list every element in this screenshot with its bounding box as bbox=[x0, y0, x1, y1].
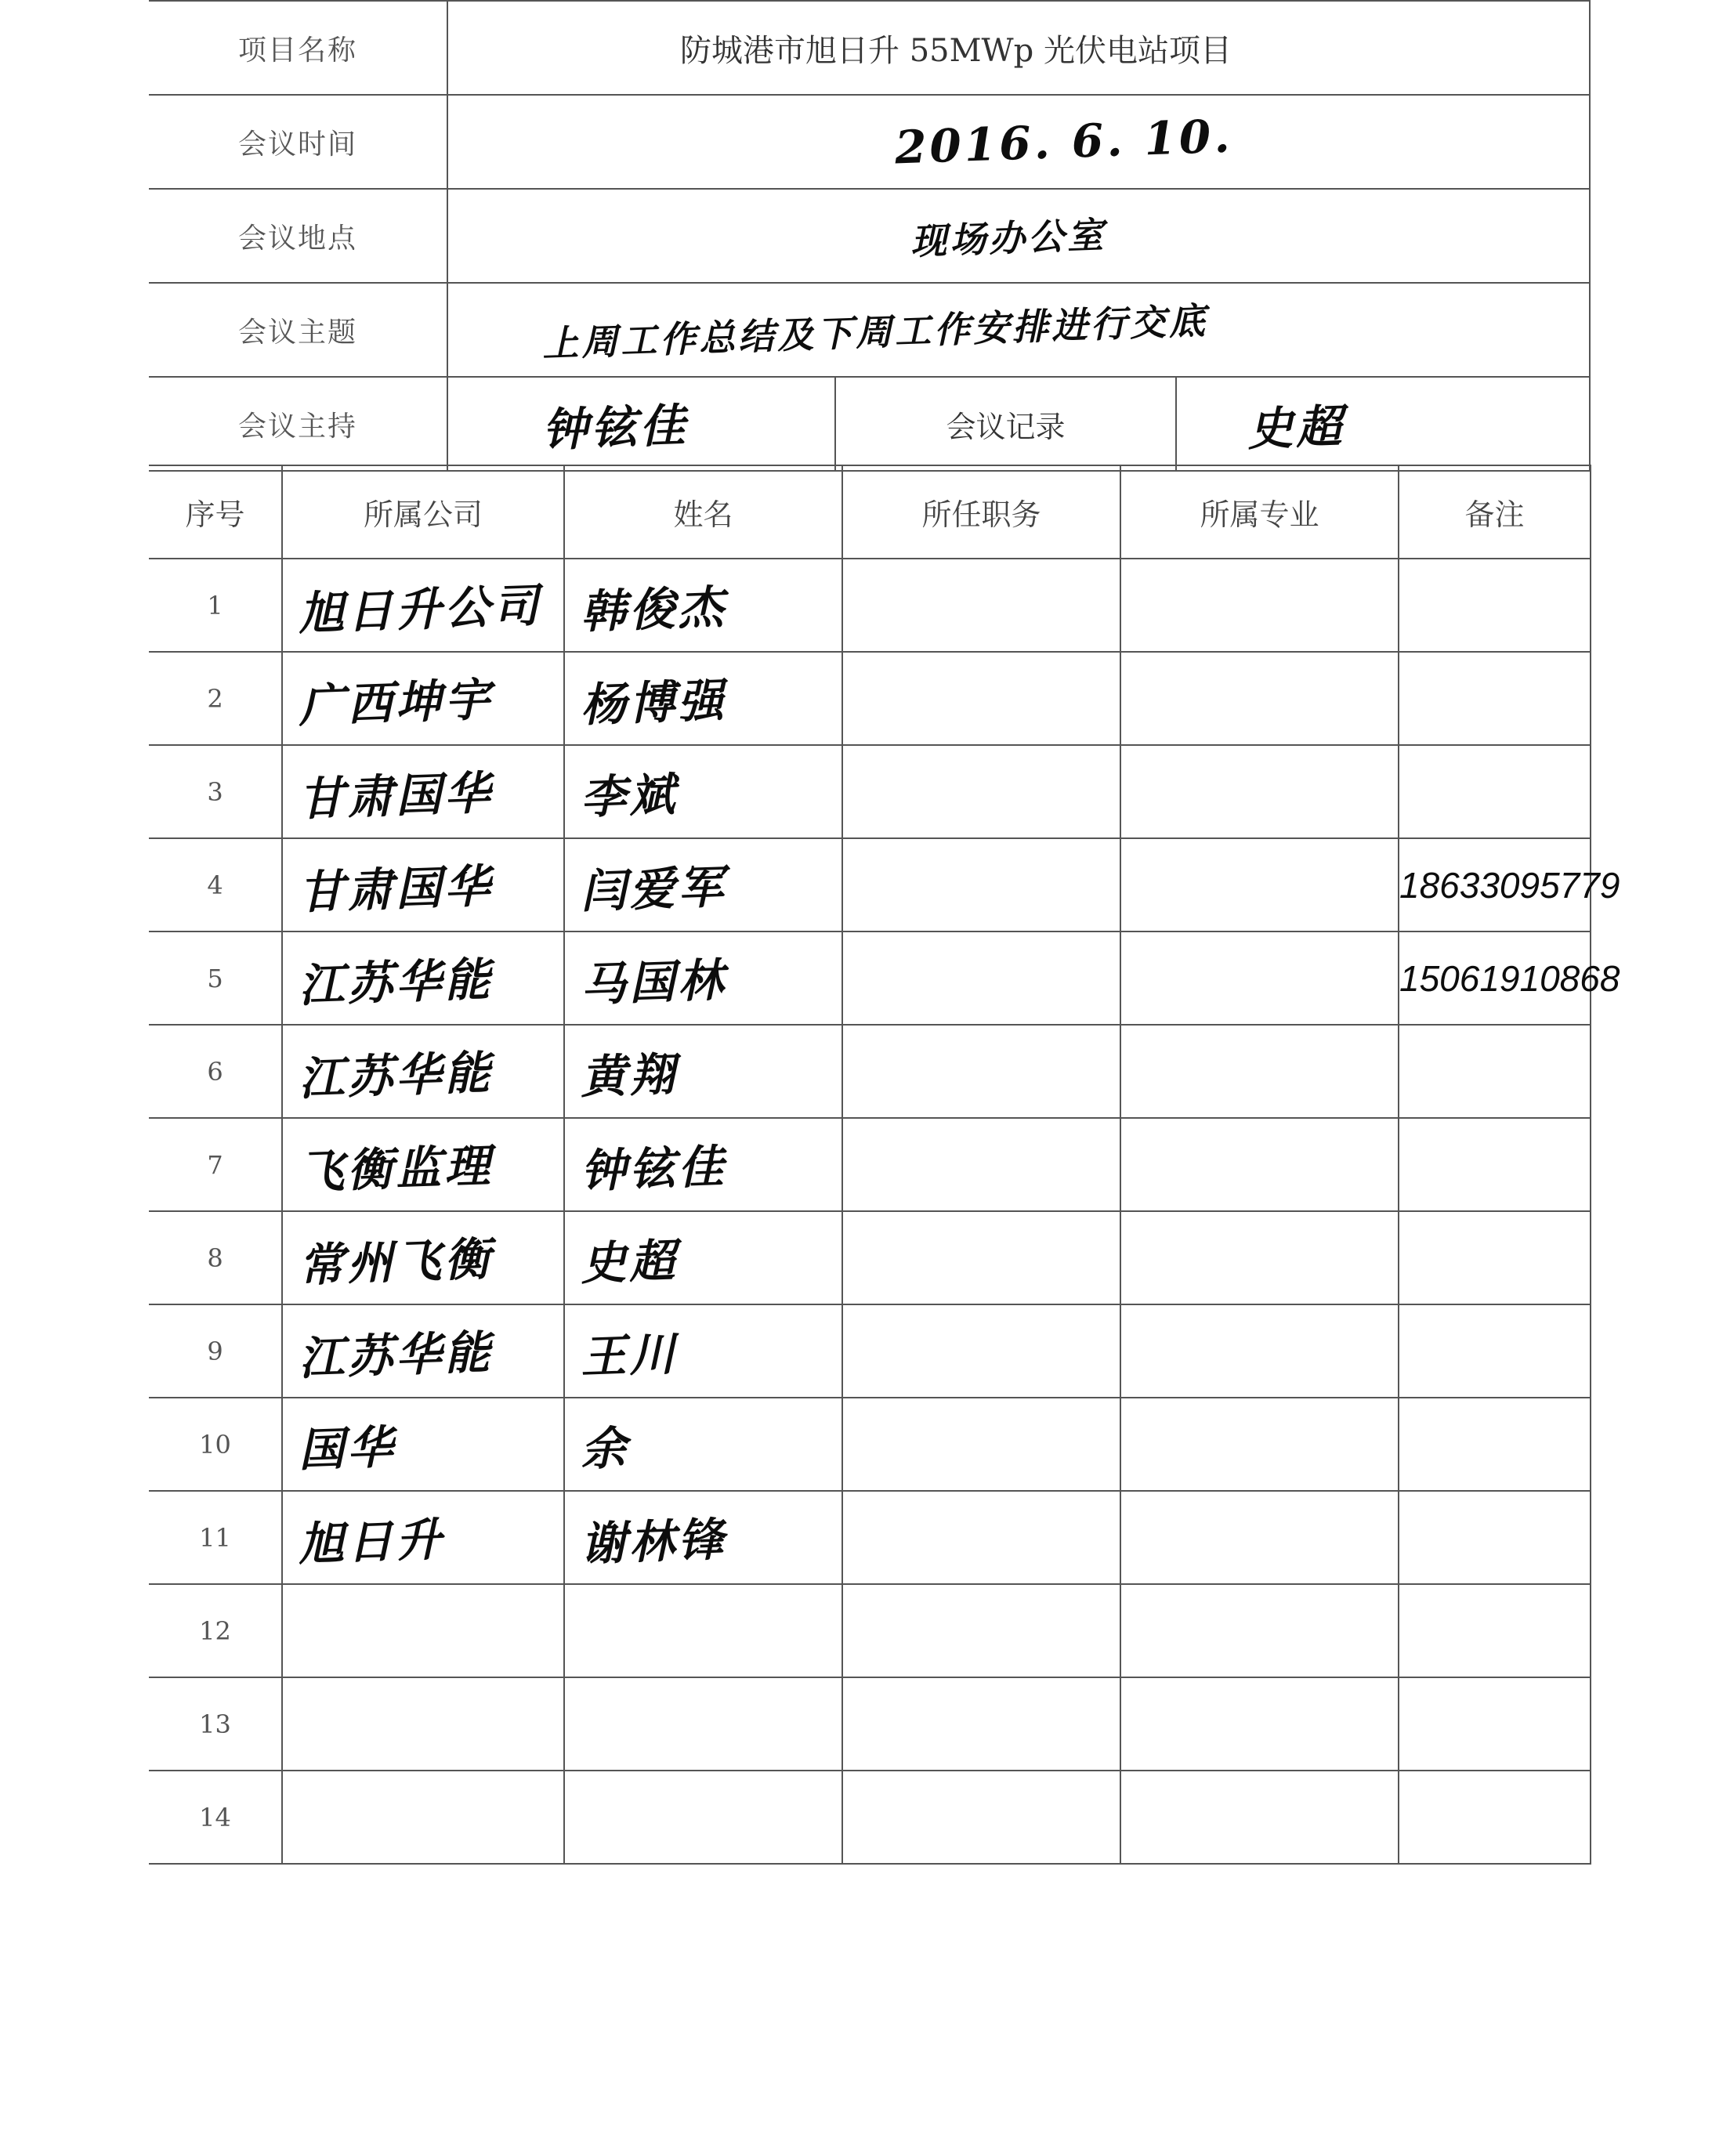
remark-cell bbox=[1399, 931, 1620, 1025]
company-signature bbox=[282, 1491, 564, 1584]
meeting-info-table bbox=[149, 0, 1591, 472]
name-signature bbox=[564, 1771, 842, 1864]
host-value: 钟铉佳 bbox=[541, 398, 689, 458]
company-signature bbox=[282, 1677, 564, 1771]
name-signature bbox=[564, 1677, 842, 1771]
remark-cell bbox=[1399, 1118, 1591, 1211]
post-cell bbox=[842, 838, 1120, 931]
row-seq: 7 bbox=[149, 1118, 282, 1211]
table-row bbox=[149, 1584, 1591, 1677]
row-seq: 12 bbox=[149, 1584, 282, 1677]
major-cell bbox=[1120, 1304, 1399, 1398]
major-cell bbox=[1120, 559, 1399, 652]
name-text: 杨博强 bbox=[580, 673, 728, 732]
row-seq: 11 bbox=[149, 1491, 282, 1584]
name-signature bbox=[564, 745, 842, 838]
recorder-value: 史超 bbox=[1247, 399, 1346, 457]
major-cell bbox=[1120, 1584, 1399, 1677]
remark-cell bbox=[1399, 1211, 1591, 1304]
host-row bbox=[149, 377, 1590, 471]
major-cell bbox=[1120, 1025, 1399, 1118]
time-value: 2016. 6. 10. bbox=[893, 109, 1234, 175]
post-cell bbox=[842, 559, 1120, 652]
time-label: 会议时间 bbox=[149, 95, 447, 189]
remark-cell bbox=[1399, 1677, 1591, 1771]
time-value-cell bbox=[447, 95, 1590, 189]
post-cell bbox=[842, 745, 1120, 838]
name-signature bbox=[564, 1118, 842, 1211]
major-cell bbox=[1120, 1118, 1399, 1211]
name-signature bbox=[564, 1584, 842, 1677]
place-value: 现场办公室 bbox=[910, 213, 1107, 263]
post-cell bbox=[842, 1118, 1120, 1211]
host-signature-cell bbox=[448, 378, 836, 470]
company-signature bbox=[282, 1398, 564, 1491]
remark-cell bbox=[1399, 745, 1591, 838]
name-signature bbox=[564, 1025, 842, 1118]
row-seq: 14 bbox=[149, 1771, 282, 1864]
table-row bbox=[149, 1771, 1591, 1864]
post-cell bbox=[842, 1584, 1120, 1677]
company-text: 旭日升公司 bbox=[298, 578, 543, 640]
row-seq: 6 bbox=[149, 1025, 282, 1118]
table-row bbox=[149, 559, 1591, 652]
name-signature bbox=[564, 1398, 842, 1491]
post-cell bbox=[842, 1491, 1120, 1584]
company-text: 国华 bbox=[298, 1420, 397, 1477]
host-label: 会议主持 bbox=[149, 377, 447, 471]
major-cell bbox=[1120, 931, 1399, 1025]
column-header-remark: 备注 bbox=[1399, 465, 1591, 559]
project-label: 项目名称 bbox=[149, 1, 447, 95]
place-value-cell bbox=[447, 189, 1590, 283]
company-text: 江苏华能 bbox=[298, 1045, 494, 1105]
topic-value-cell bbox=[447, 283, 1590, 377]
project-name: 防城港市旭日升 55MWp 光伏电站项目 bbox=[679, 32, 1232, 69]
company-text: 旭日升 bbox=[298, 1512, 446, 1571]
project-name-cell bbox=[447, 1, 1590, 95]
table-row bbox=[149, 1304, 1591, 1398]
post-cell bbox=[842, 1211, 1120, 1304]
name-signature bbox=[564, 559, 842, 652]
remark-cell bbox=[1399, 652, 1591, 745]
remark-cell bbox=[1399, 1304, 1591, 1398]
remark-text: 15061910868 bbox=[1399, 957, 1620, 999]
company-signature bbox=[282, 745, 564, 838]
place-label: 会议地点 bbox=[149, 189, 447, 283]
company-text: 江苏华能 bbox=[298, 952, 494, 1012]
topic-value: 上周工作总结及下周工作安排进行交底 bbox=[541, 299, 1209, 365]
company-signature bbox=[282, 1771, 564, 1864]
name-text: 王川 bbox=[580, 1326, 679, 1384]
company-text: 广西坤宇 bbox=[298, 672, 494, 733]
topic-row bbox=[149, 283, 1590, 377]
column-header-seq: 序号 bbox=[149, 465, 282, 559]
row-seq: 4 bbox=[149, 838, 282, 931]
post-cell bbox=[842, 652, 1120, 745]
remark-cell bbox=[1399, 1025, 1591, 1118]
name-text: 闫爱军 bbox=[580, 859, 728, 918]
table-row bbox=[149, 652, 1591, 745]
table-row bbox=[149, 931, 1591, 1025]
company-text: 飞衡监理 bbox=[298, 1138, 494, 1199]
remark-cell bbox=[1399, 838, 1620, 931]
table-row bbox=[149, 1677, 1591, 1771]
post-cell bbox=[842, 1304, 1120, 1398]
topic-label: 会议主题 bbox=[149, 283, 447, 377]
row-seq: 13 bbox=[149, 1677, 282, 1771]
row-seq: 8 bbox=[149, 1211, 282, 1304]
row-seq: 10 bbox=[149, 1398, 282, 1491]
table-row bbox=[149, 1398, 1591, 1491]
company-signature bbox=[282, 559, 564, 652]
company-signature bbox=[282, 1304, 564, 1398]
name-text: 钟铉佳 bbox=[580, 1139, 728, 1198]
remark-text: 18633095779 bbox=[1399, 864, 1620, 906]
company-text: 江苏华能 bbox=[298, 1325, 494, 1385]
major-cell bbox=[1120, 1211, 1399, 1304]
table-row bbox=[149, 1211, 1591, 1304]
table-row bbox=[149, 1491, 1591, 1584]
table-row bbox=[149, 1118, 1591, 1211]
company-signature bbox=[282, 838, 564, 931]
name-text: 史超 bbox=[580, 1233, 679, 1290]
post-cell bbox=[842, 1677, 1120, 1771]
name-signature bbox=[564, 1304, 842, 1398]
column-header-post: 所任职务 bbox=[842, 465, 1120, 559]
name-signature bbox=[564, 1211, 842, 1304]
column-header-major: 所属专业 bbox=[1120, 465, 1399, 559]
name-text: 韩俊杰 bbox=[580, 580, 728, 638]
remark-cell bbox=[1399, 1584, 1591, 1677]
host-value-cell bbox=[447, 377, 1590, 471]
name-text: 李斌 bbox=[580, 767, 679, 824]
row-seq: 9 bbox=[149, 1304, 282, 1398]
post-cell bbox=[842, 1025, 1120, 1118]
column-header-name: 姓名 bbox=[564, 465, 842, 559]
post-cell bbox=[842, 1398, 1120, 1491]
place-row bbox=[149, 189, 1590, 283]
attendee-header-row bbox=[149, 465, 1591, 559]
row-seq: 5 bbox=[149, 931, 282, 1025]
post-cell bbox=[842, 1771, 1120, 1864]
remark-cell bbox=[1399, 1491, 1591, 1584]
company-signature bbox=[282, 931, 564, 1025]
company-signature bbox=[282, 1584, 564, 1677]
attendee-table bbox=[149, 465, 1620, 1865]
major-cell bbox=[1120, 1491, 1399, 1584]
major-cell bbox=[1120, 1398, 1399, 1491]
post-cell bbox=[842, 931, 1120, 1025]
table-row bbox=[149, 1025, 1591, 1118]
project-row bbox=[149, 1, 1590, 95]
company-signature bbox=[282, 1211, 564, 1304]
row-seq: 2 bbox=[149, 652, 282, 745]
remark-cell bbox=[1399, 1398, 1591, 1491]
company-text: 甘肃国华 bbox=[298, 859, 494, 919]
company-signature bbox=[282, 1118, 564, 1211]
meeting-sign-in-sheet bbox=[149, 0, 1620, 1865]
row-seq: 1 bbox=[149, 559, 282, 652]
company-text: 常州飞衡 bbox=[298, 1232, 494, 1292]
major-cell bbox=[1120, 1677, 1399, 1771]
name-signature bbox=[564, 652, 842, 745]
name-text: 马国林 bbox=[580, 953, 728, 1011]
name-text: 谢林锋 bbox=[580, 1512, 728, 1571]
major-cell bbox=[1120, 838, 1399, 931]
table-row bbox=[149, 745, 1591, 838]
major-cell bbox=[1120, 652, 1399, 745]
name-text: 余 bbox=[580, 1420, 631, 1476]
row-seq: 3 bbox=[149, 745, 282, 838]
company-signature bbox=[282, 652, 564, 745]
major-cell bbox=[1120, 1771, 1399, 1864]
name-signature bbox=[564, 1491, 842, 1584]
table-row bbox=[149, 838, 1591, 931]
time-row bbox=[149, 95, 1590, 189]
major-cell bbox=[1120, 745, 1399, 838]
name-signature bbox=[564, 838, 842, 931]
recorder-signature-cell bbox=[1177, 378, 1589, 470]
recorder-label: 会议记录 bbox=[836, 378, 1177, 470]
name-signature bbox=[564, 931, 842, 1025]
column-header-company: 所属公司 bbox=[282, 465, 564, 559]
remark-cell bbox=[1399, 559, 1591, 652]
company-text: 甘肃国华 bbox=[298, 765, 494, 826]
name-text: 黄翔 bbox=[580, 1047, 679, 1104]
remark-cell bbox=[1399, 1771, 1591, 1864]
company-signature bbox=[282, 1025, 564, 1118]
